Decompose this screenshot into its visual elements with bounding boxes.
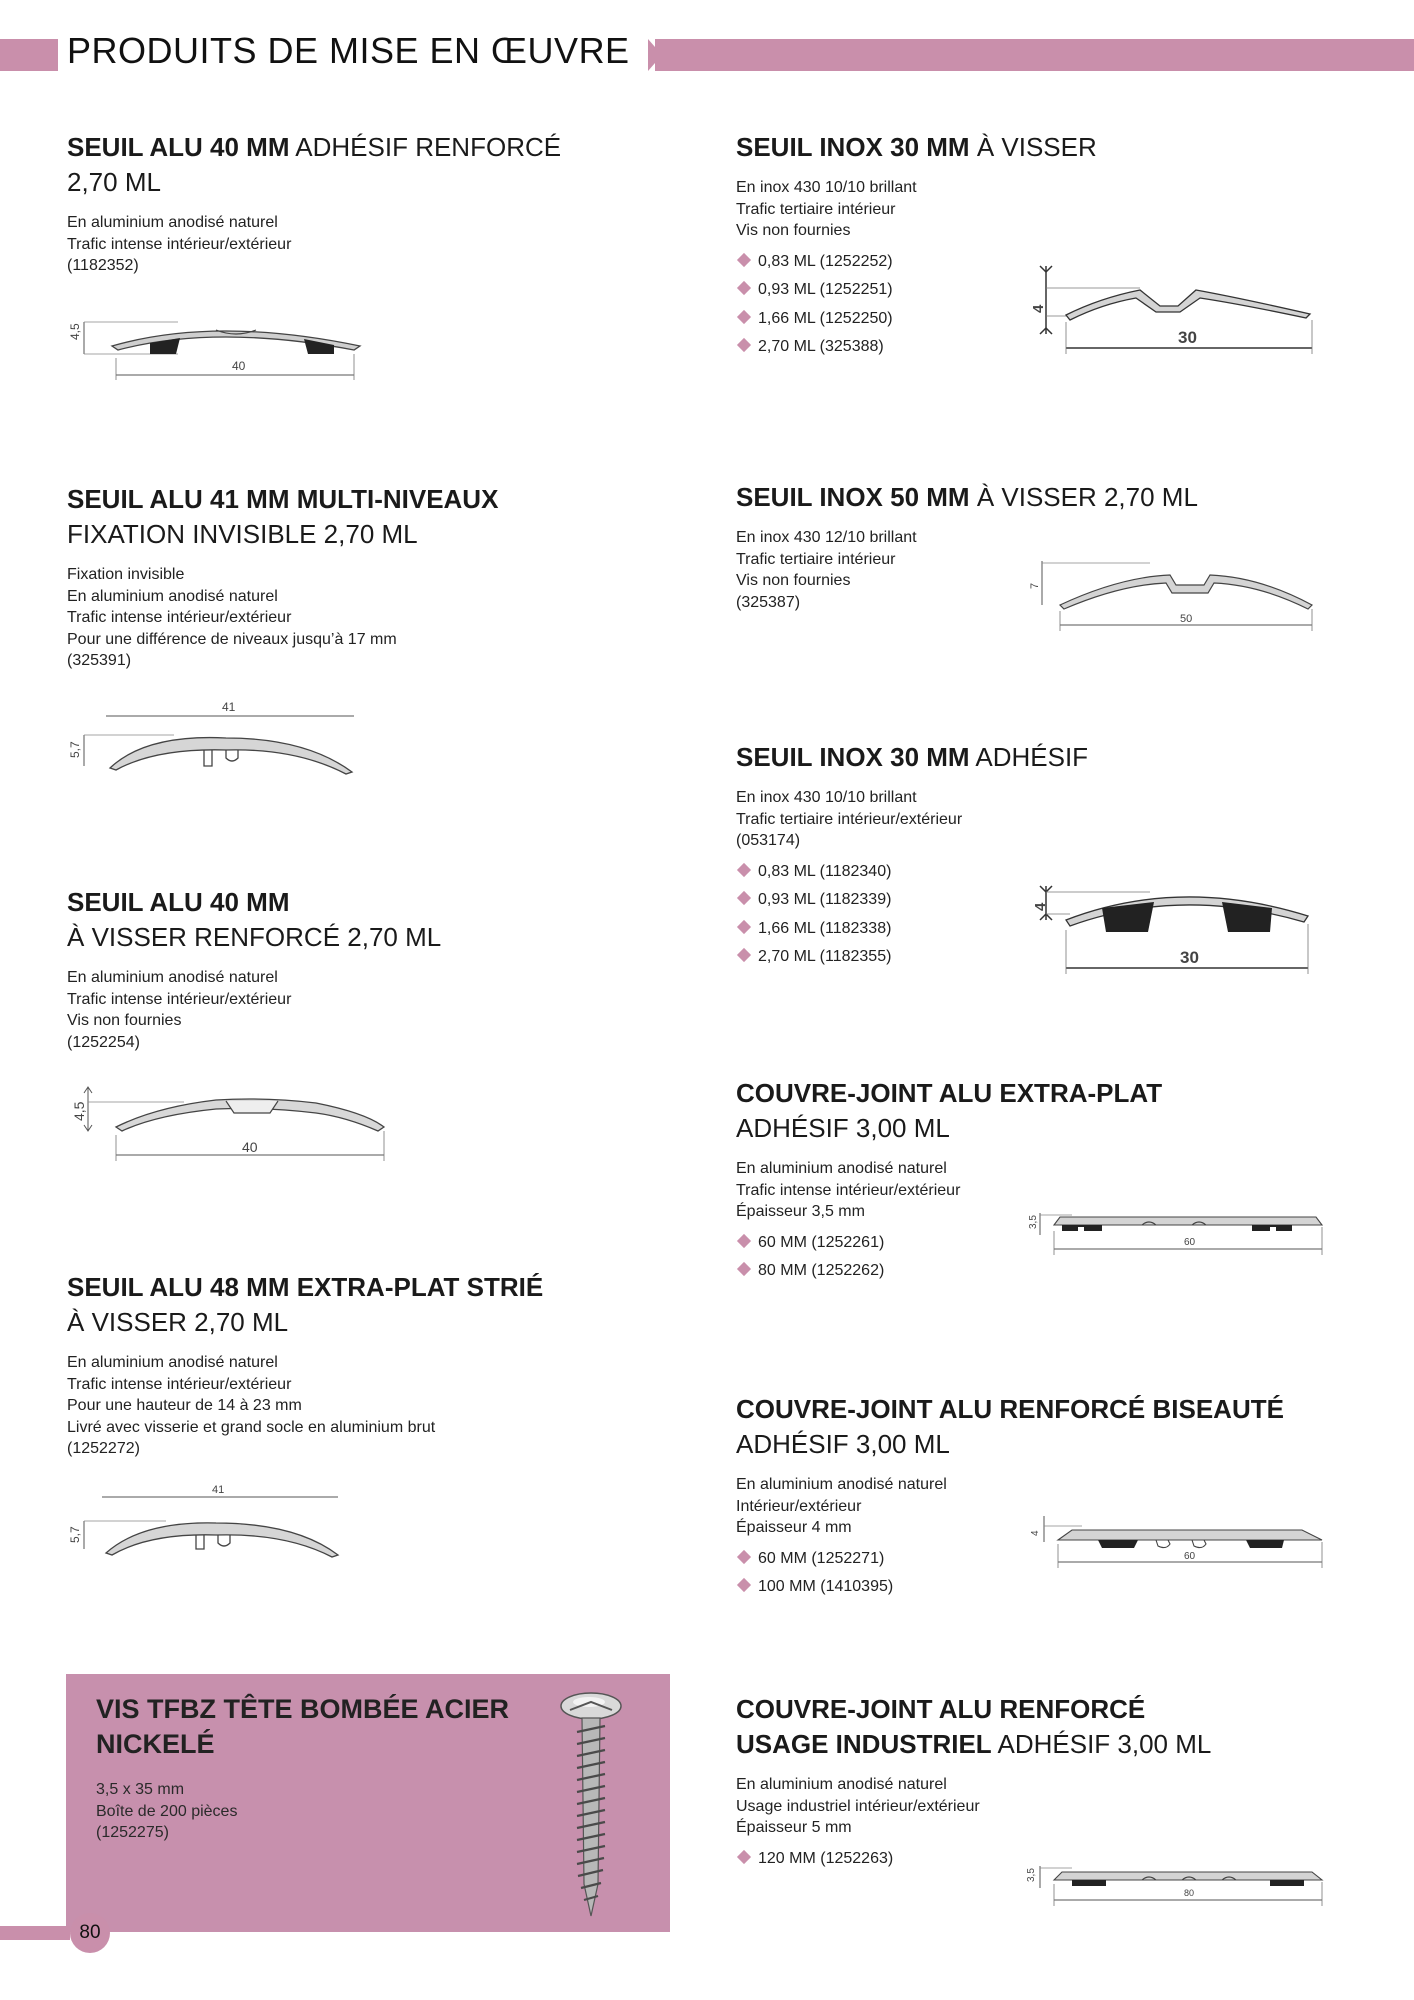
diamond-bullet-icon: [737, 338, 751, 352]
product-title: COUVRE-JOINT ALU RENFORCÉ USAGE INDUSTRIEL ADHÉSIF 3,00 ML: [736, 1694, 1212, 1759]
diamond-bullet-icon: [737, 1549, 751, 1563]
product-description: En aluminium anodisé naturel Usage industriel intérieur/extérieur Épaisseur 5 mm: [736, 1776, 980, 1836]
product-description: 3,5 x 35 mm Boîte de 200 pièces (1252275): [96, 1781, 238, 1841]
diamond-bullet-icon: [737, 281, 751, 295]
width-dim: 60: [1184, 1237, 1196, 1248]
vis-product-box: [66, 1674, 670, 1932]
product-description: En aluminium anodisé naturel Trafic intense intérieur/extérieur (1182352): [67, 214, 292, 274]
header-arrow-left: [44, 39, 58, 71]
product-seuil-alu-48-extra-plat: [67, 1270, 543, 1460]
diamond-bullet-icon: [737, 309, 751, 323]
product-seuil-alu-40-visser: [67, 885, 441, 1053]
product-description: En inox 430 12/10 brillant Trafic tertiaire intérieur Vis non fournies (325387): [736, 529, 917, 611]
product-title: SEUIL ALU 48 MM EXTRA-PLAT STRIÉ À VISSER 2,70 ML: [67, 1272, 544, 1337]
diamond-bullet-icon: [737, 891, 751, 905]
width-dim: 41: [222, 700, 236, 714]
product-seuil-alu-40-adhesif: [67, 130, 561, 277]
profile-diagram-icon: [1022, 1510, 1322, 1580]
height-dim: 4,5: [68, 323, 82, 340]
screw-icon: [556, 1688, 626, 1924]
width-dim: 40: [232, 359, 246, 373]
diamond-bullet-icon: [737, 252, 751, 266]
option-item: 0,83 ML (1182340): [736, 858, 1088, 887]
product-title: VIS TFBZ TÊTE BOMBÉE ACIER NICKELÉ: [96, 1694, 510, 1759]
height-dim: 4,5: [71, 1101, 87, 1121]
diamond-bullet-icon: [737, 1233, 751, 1247]
option-item: 100 MM (1410395): [736, 1573, 1284, 1602]
product-title: SEUIL ALU 40 MM À VISSER RENFORCÉ 2,70 ML: [67, 887, 442, 952]
profile-diagram-icon: [1020, 555, 1320, 635]
profile-diagram-icon: [66, 698, 366, 790]
product-title: SEUIL INOX 30 MM ADHÉSIF: [736, 742, 1089, 772]
option-item: 2,70 ML (325388): [736, 333, 1097, 362]
profile-diagram-icon: [1030, 260, 1320, 360]
diamond-bullet-icon: [737, 948, 751, 962]
profile-diagram-icon: [66, 1483, 356, 1571]
height-dim: 5,7: [68, 741, 82, 758]
profile-diagram-icon: [66, 1085, 396, 1165]
option-item: 120 MM (1252263): [736, 1845, 1211, 1874]
product-seuil-alu-41-multi-niveaux: [67, 482, 498, 672]
product-title: COUVRE-JOINT ALU EXTRA-PLAT ADHÉSIF 3,00 ML: [736, 1078, 1163, 1143]
height-dim: 3,5: [1028, 1215, 1039, 1229]
product-title: SEUIL ALU 41 MM MULTI-NIVEAUX FIXATION INVISIBLE 2,70 ML: [67, 484, 499, 549]
profile-diagram-icon: [66, 308, 376, 386]
option-item: 0,83 ML (1252252): [736, 248, 1097, 277]
width-dim: 40: [242, 1139, 258, 1155]
product-description: En aluminium anodisé naturel Trafic intense intérieur/extérieur Vis non fournies (1252254): [67, 969, 292, 1051]
diamond-bullet-icon: [737, 1849, 751, 1863]
footer-strip: [0, 1926, 70, 1940]
option-item: 1,66 ML (1182338): [736, 915, 1088, 944]
product-description: En aluminium anodisé naturel Trafic intense intérieur/extérieur Pour une hauteur de 14 à 23 mm Livré avec visserie et grand socle en aluminium brut (1252272): [67, 1354, 436, 1457]
product-title: SEUIL INOX 50 MM À VISSER 2,70 ML: [736, 482, 1198, 512]
height-dim: 5,7: [68, 1526, 82, 1543]
product-description: En aluminium anodisé naturel Intérieur/extérieur Épaisseur 4 mm: [736, 1476, 947, 1536]
product-title: COUVRE-JOINT ALU RENFORCÉ BISEAUTÉ ADHÉSIF 3,00 ML: [736, 1394, 1284, 1459]
diamond-bullet-icon: [737, 862, 751, 876]
product-description: Fixation invisible En aluminium anodisé naturel Trafic intense intérieur/extérieur Pour une différence de niveaux jusqu’à 17 mm (325391): [67, 566, 397, 669]
product-description: En inox 430 10/10 brillant Trafic tertiaire intérieur Vis non fournies: [736, 179, 917, 239]
width-dim: 30: [1180, 948, 1199, 967]
width-dim: 50: [1180, 613, 1193, 625]
height-dim: 4: [1032, 902, 1049, 911]
diamond-bullet-icon: [737, 919, 751, 933]
height-dim: 4: [1030, 304, 1047, 313]
product-description: En inox 430 10/10 brillant Trafic tertiaire intérieur/extérieur (053174): [736, 789, 963, 849]
header-bar-right: [655, 39, 1414, 71]
height-dim: 7: [1029, 582, 1041, 589]
width-dim: 30: [1178, 328, 1197, 347]
diamond-bullet-icon: [737, 1578, 751, 1592]
option-item: 0,93 ML (1182339): [736, 886, 1088, 915]
product-title: SEUIL INOX 30 MM À VISSER: [736, 132, 1097, 162]
product-couvre-joint-industriel: [736, 1692, 1211, 1873]
product-title: SEUIL ALU 40 MM ADHÉSIF RENFORCÉ 2,70 ML: [67, 132, 562, 197]
height-dim: 3,5: [1026, 1868, 1037, 1882]
height-dim: 4: [1030, 1530, 1041, 1536]
profile-diagram-icon: [1022, 1205, 1322, 1265]
option-item: 60 MM (1252271): [736, 1545, 1284, 1574]
width-dim: 80: [1184, 1888, 1195, 1898]
header-arrow-right: [648, 39, 662, 71]
option-item: 60 MM (1252261): [736, 1229, 1162, 1258]
width-dim: 41: [212, 1484, 225, 1496]
diamond-bullet-icon: [737, 1262, 751, 1276]
page-title: PRODUITS DE MISE EN ŒUVRE: [67, 30, 630, 71]
page-number: 80: [70, 1913, 110, 1953]
profile-diagram-icon: [1022, 1862, 1322, 1922]
profile-diagram-icon: [1030, 880, 1320, 980]
option-item: 80 MM (1252262): [736, 1257, 1162, 1286]
product-description: En aluminium anodisé naturel Trafic intense intérieur/extérieur Épaisseur 3,5 mm: [736, 1160, 961, 1220]
option-item: 1,66 ML (1252250): [736, 305, 1097, 334]
option-item: 2,70 ML (1182355): [736, 943, 1088, 972]
width-dim: 60: [1184, 1551, 1196, 1562]
option-item: 0,93 ML (1252251): [736, 276, 1097, 305]
